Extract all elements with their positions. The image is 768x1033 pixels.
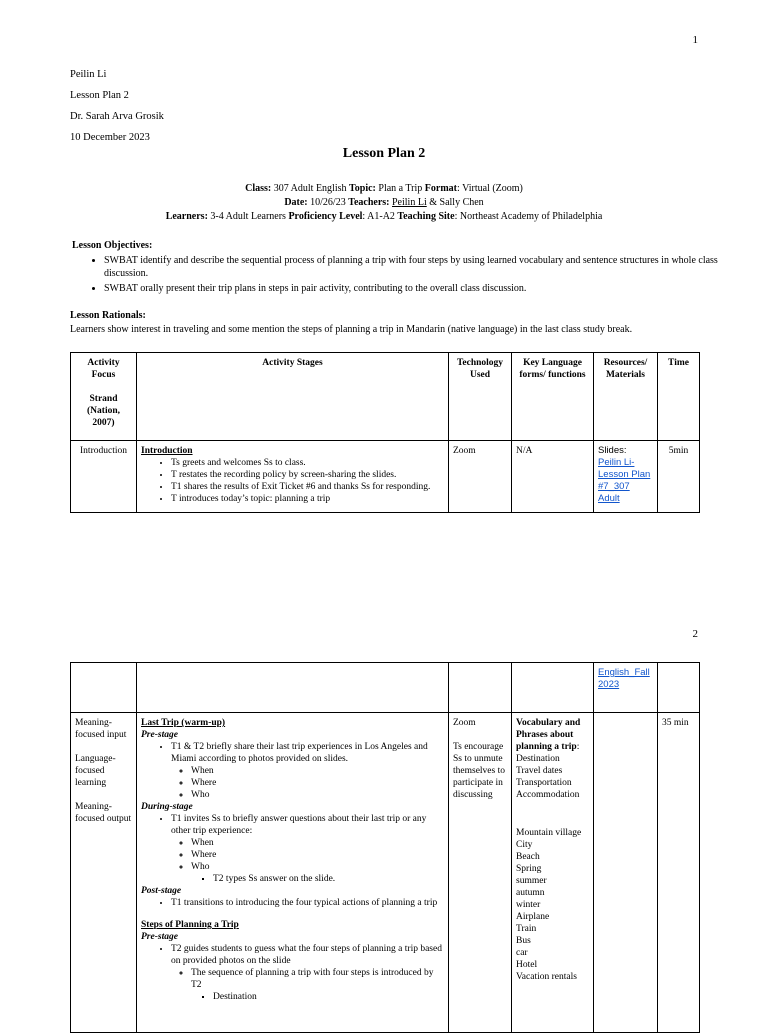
objective-item: • SWBAT identify and describe the sequential process of planning a trip with four steps by using learned vocabulary and sentence structures in whole class discussion. xyxy=(104,254,719,280)
teacher-1: Peilin Li xyxy=(392,197,427,208)
header-focus-label: Activity Focus xyxy=(87,358,120,380)
intro-stages xyxy=(137,441,449,513)
list-item: • T1 shares the results of Exit Ticket #6 and thanks Ss for responding. xyxy=(171,481,444,493)
list-item: ◦ When xyxy=(191,837,444,849)
cont-tech xyxy=(449,663,512,713)
vocab-item: Travel dates xyxy=(516,766,563,776)
focus-item: Language-focused learning xyxy=(75,754,116,788)
date-value: 10/26/23 xyxy=(307,197,349,208)
vocab-heading-colon: : xyxy=(576,742,580,752)
vocab-item: winter xyxy=(516,900,541,910)
table-row xyxy=(71,441,700,513)
vocab-item: Spring xyxy=(516,864,542,874)
vocab-item: Beach xyxy=(516,852,540,862)
steps-sub-list xyxy=(171,967,444,1003)
header-activity-stages: Activity Stages xyxy=(137,353,449,441)
format-value: : Virtual (Zoom) xyxy=(457,183,523,194)
meta-line-2 xyxy=(0,197,768,208)
tech-zoom: Zoom xyxy=(453,718,476,728)
slides-link-continued[interactable]: English_Fall 2023 xyxy=(598,667,650,690)
class-label: Class: xyxy=(245,183,272,194)
header-time: Time xyxy=(658,353,700,441)
document-date: 10 December 2023 xyxy=(70,132,150,143)
table-row xyxy=(71,713,700,1033)
slides-link[interactable]: Peilin Li-Lesson Plan #7_307 Adult xyxy=(598,457,651,504)
steps-sub-text: The sequence of planning a trip with four steps is introduced by T2 xyxy=(191,968,434,990)
slides-label: Slides: xyxy=(598,445,627,456)
intro-key: N/A xyxy=(512,441,594,513)
format-label: Format xyxy=(424,183,458,194)
proficiency-label: Proficiency Level xyxy=(288,211,363,222)
rationales-heading: Lesson Rationals: xyxy=(70,310,146,321)
steps-title: Steps of Planning a Trip xyxy=(141,920,239,930)
vocab-item: car xyxy=(516,948,528,958)
list-item xyxy=(191,861,444,885)
post-stage-label: Post-stage xyxy=(141,886,182,896)
vocab-item: Destination xyxy=(516,754,560,764)
vocab-item: Train xyxy=(516,924,537,934)
instructor-name: Dr. Sarah Arva Grosik xyxy=(70,111,164,122)
rationales-text: Learners show interest in traveling and some mention the steps of planning a trip in Mandarin (native language) in the last class study break. xyxy=(70,324,633,335)
list-item: ▪ T2 types Ss answer on the slide. xyxy=(213,873,444,885)
document-subtitle: Lesson Plan 2 xyxy=(70,90,129,101)
during-sub3-list xyxy=(191,873,444,885)
during-bullet-text: T1 invites Ss to briefly answer questions about their last trip or any other trip experience: xyxy=(171,814,427,836)
list-item: ◦ Who xyxy=(191,789,444,801)
page-title: Lesson Plan 2 xyxy=(342,146,426,161)
intro-resources xyxy=(594,441,658,513)
objective-item: • SWBAT orally present their trip plans in steps in pair activity, contributing to the overall class discussion. xyxy=(104,282,719,295)
document-header xyxy=(70,64,164,148)
meta-line-1 xyxy=(0,183,768,194)
site-value: : Northeast Academy of Philadelphia xyxy=(454,211,603,222)
during-sub-list xyxy=(171,837,444,885)
meta-line-3 xyxy=(0,211,768,222)
vocab-item: Transportation xyxy=(516,778,572,788)
class-value: 307 Adult English xyxy=(271,183,350,194)
during-sub-who: Who xyxy=(191,862,210,872)
list-item xyxy=(171,943,444,1003)
intro-stage-title: Introduction xyxy=(141,446,193,456)
header-technology: Technology Used xyxy=(449,353,512,441)
vocab-item: Airplane xyxy=(516,912,550,922)
list-item: ◦ Where xyxy=(191,849,444,861)
steps-sub3-list xyxy=(191,991,444,1003)
vocab-heading-text: Vocabulary and Phrases about planning a trip xyxy=(516,718,581,752)
main-key-language xyxy=(512,713,594,1033)
main-resources xyxy=(594,713,658,1033)
tech-note: Ts encourage Ss to unmute themselves to participate in discussing xyxy=(453,742,505,800)
pre-bullet-text: T1 & T2 briefly share their last trip experiences in Los Angeles and Miami according to photos provided on slides. xyxy=(171,742,428,764)
cont-key xyxy=(512,663,594,713)
site-label: Teaching Site xyxy=(397,211,455,222)
table-header-row xyxy=(71,353,700,441)
list-item xyxy=(171,813,444,885)
focus-item: Meaning-focused input xyxy=(75,718,127,740)
objectives-heading: Lesson Objectives: xyxy=(72,240,153,251)
list-item xyxy=(191,967,444,1003)
focus-item: Meaning-focused output xyxy=(75,802,132,824)
header-activity-focus xyxy=(71,353,137,441)
vocab-item: Bus xyxy=(516,936,531,946)
cont-resources xyxy=(594,663,658,713)
objectives-list xyxy=(88,254,719,297)
vocab-heading xyxy=(516,717,589,753)
vocab-item: City xyxy=(516,840,533,850)
intro-time: 5min xyxy=(658,441,700,513)
intro-focus: Introduction xyxy=(71,441,137,513)
teachers-label: Teachers: xyxy=(348,197,390,208)
list-item xyxy=(171,741,444,801)
intro-bullets xyxy=(141,457,444,505)
pre-sub-list xyxy=(171,765,444,801)
steps-pre-stage-label: Pre-stage xyxy=(141,932,178,942)
intro-tech: Zoom xyxy=(449,441,512,513)
vocab-item: autumn xyxy=(516,888,545,898)
page-number-2: 2 xyxy=(692,628,698,640)
main-stages xyxy=(137,713,449,1033)
list-item: ▪ Destination xyxy=(213,991,444,1003)
list-item: ◦ Where xyxy=(191,777,444,789)
cont-focus xyxy=(71,663,137,713)
list-item: • T restates the recording policy by screen-sharing the slides. xyxy=(171,469,444,481)
date-label: Date: xyxy=(284,197,308,208)
vocab-item: Hotel xyxy=(516,960,538,970)
list-item: ◦ When xyxy=(191,765,444,777)
during-stage-list xyxy=(141,813,444,885)
main-focus xyxy=(71,713,137,1033)
steps-bullet-text: T2 guides students to guess what the four steps of planning a trip based on provided photos on the slide xyxy=(171,944,442,966)
proficiency-value: : A1-A2 xyxy=(362,211,398,222)
header-strand-label: Strand (Nation, 2007) xyxy=(87,394,120,428)
main-tech xyxy=(449,713,512,1033)
author-name: Peilin Li xyxy=(70,69,107,80)
cont-time xyxy=(658,663,700,713)
pre-stage-label: Pre-stage xyxy=(141,730,178,740)
teacher-2: & Sally Chen xyxy=(426,197,484,208)
page-number-1: 1 xyxy=(692,34,698,46)
topic-value: Plan a Trip xyxy=(375,183,425,194)
topic-label: Topic: xyxy=(349,183,376,194)
post-stage-list xyxy=(141,897,444,909)
list-item: • Ts greets and welcomes Ss to class. xyxy=(171,457,444,469)
header-resources: Resources/ Materials xyxy=(594,353,658,441)
main-time: 35 min xyxy=(658,713,700,1033)
pre-stage-list xyxy=(141,741,444,801)
learners-label: Learners: xyxy=(165,211,208,222)
learners-value: 3-4 Adult Learners xyxy=(207,211,289,222)
list-item: • T introduces today’s topic: planning a trip xyxy=(171,493,444,505)
during-stage-label: During-stage xyxy=(141,802,193,812)
vocab-item: Vacation rentals xyxy=(516,972,577,982)
vocab-item: summer xyxy=(516,876,547,886)
header-key-language: Key Language forms/ functions xyxy=(512,353,594,441)
vocab-item: Accommodation xyxy=(516,790,580,800)
vocab-item: Mountain village xyxy=(516,828,582,838)
lesson-table-page2 xyxy=(70,662,700,1033)
warmup-title: Last Trip (warm-up) xyxy=(141,718,226,728)
cont-stages xyxy=(137,663,449,713)
steps-list xyxy=(141,943,444,1003)
table-row xyxy=(71,663,700,713)
list-item: • T1 transitions to introducing the four typical actions of planning a trip xyxy=(171,897,444,909)
lesson-table-page1 xyxy=(70,352,700,513)
